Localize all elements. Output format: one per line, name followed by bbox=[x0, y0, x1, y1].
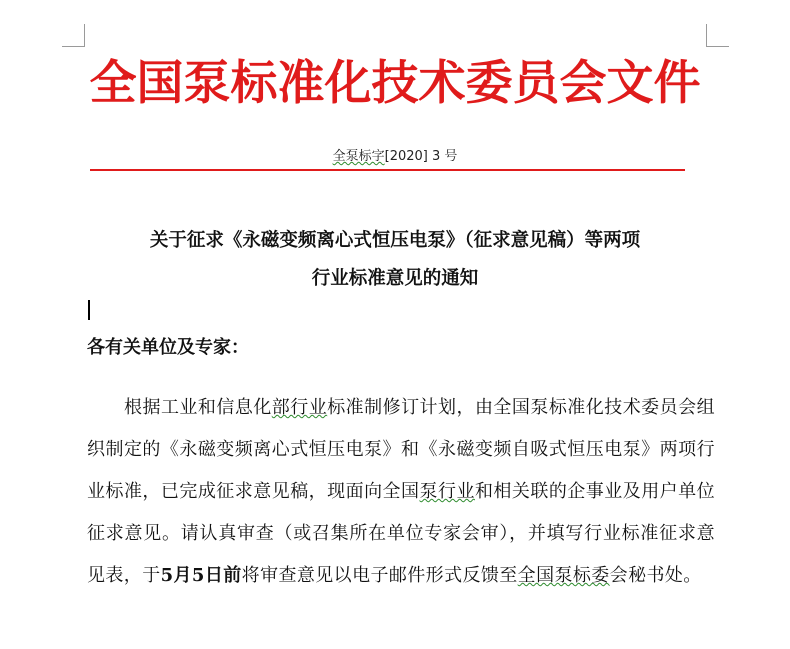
document-header-title: 全国泵标准化技术委员会文件 bbox=[89, 56, 701, 111]
deadline-text: 5月5日前 bbox=[160, 565, 242, 586]
document-number bbox=[0, 145, 790, 164]
text-cursor bbox=[88, 300, 90, 320]
notice-title-line-1: 关于征求《永磁变频离心式恒压电泵》（征求意见稿）等两项 bbox=[149, 230, 641, 251]
body-text-1: 根据工业和信息化 bbox=[124, 397, 272, 418]
body-text-5: 和相关联的企事业及用户单位征求意见。请认真审查（或召集所在单位专家会审），并填写行业标准征求意见表，于 bbox=[87, 481, 716, 586]
body-paragraph[interactable] bbox=[87, 387, 715, 597]
body-text-8: 会秘书处。 bbox=[609, 565, 702, 586]
red-header-rule bbox=[90, 169, 685, 171]
notice-title[interactable] bbox=[90, 222, 700, 298]
body-text-4: 泵行业 bbox=[419, 481, 475, 502]
notice-title-line-2: 行业标准意见的通知 bbox=[311, 268, 479, 289]
body-text-3: 标准制修订计划，由全国泵标准化技术委员会组织制定的《永磁变频离心式恒压电泵》和《永磁变频自吸式恒压电泵》两项行业标准，已完成征求意见稿，现面向全国 bbox=[87, 397, 715, 502]
salutation[interactable]: 各有关单位及专家： bbox=[87, 337, 249, 358]
page-corner-mark-top-left bbox=[62, 24, 85, 47]
body-text-7: 全国泵标委 bbox=[517, 565, 610, 586]
document-number-prefix: 全泵标字 bbox=[332, 149, 385, 164]
page-corner-mark-top-right bbox=[706, 24, 729, 47]
body-text-2: 部行业 bbox=[271, 397, 328, 418]
document-number-suffix: [2020] 3 号 bbox=[384, 149, 458, 164]
body-text-6: 将审查意见以电子邮件形式反馈至 bbox=[241, 565, 518, 586]
